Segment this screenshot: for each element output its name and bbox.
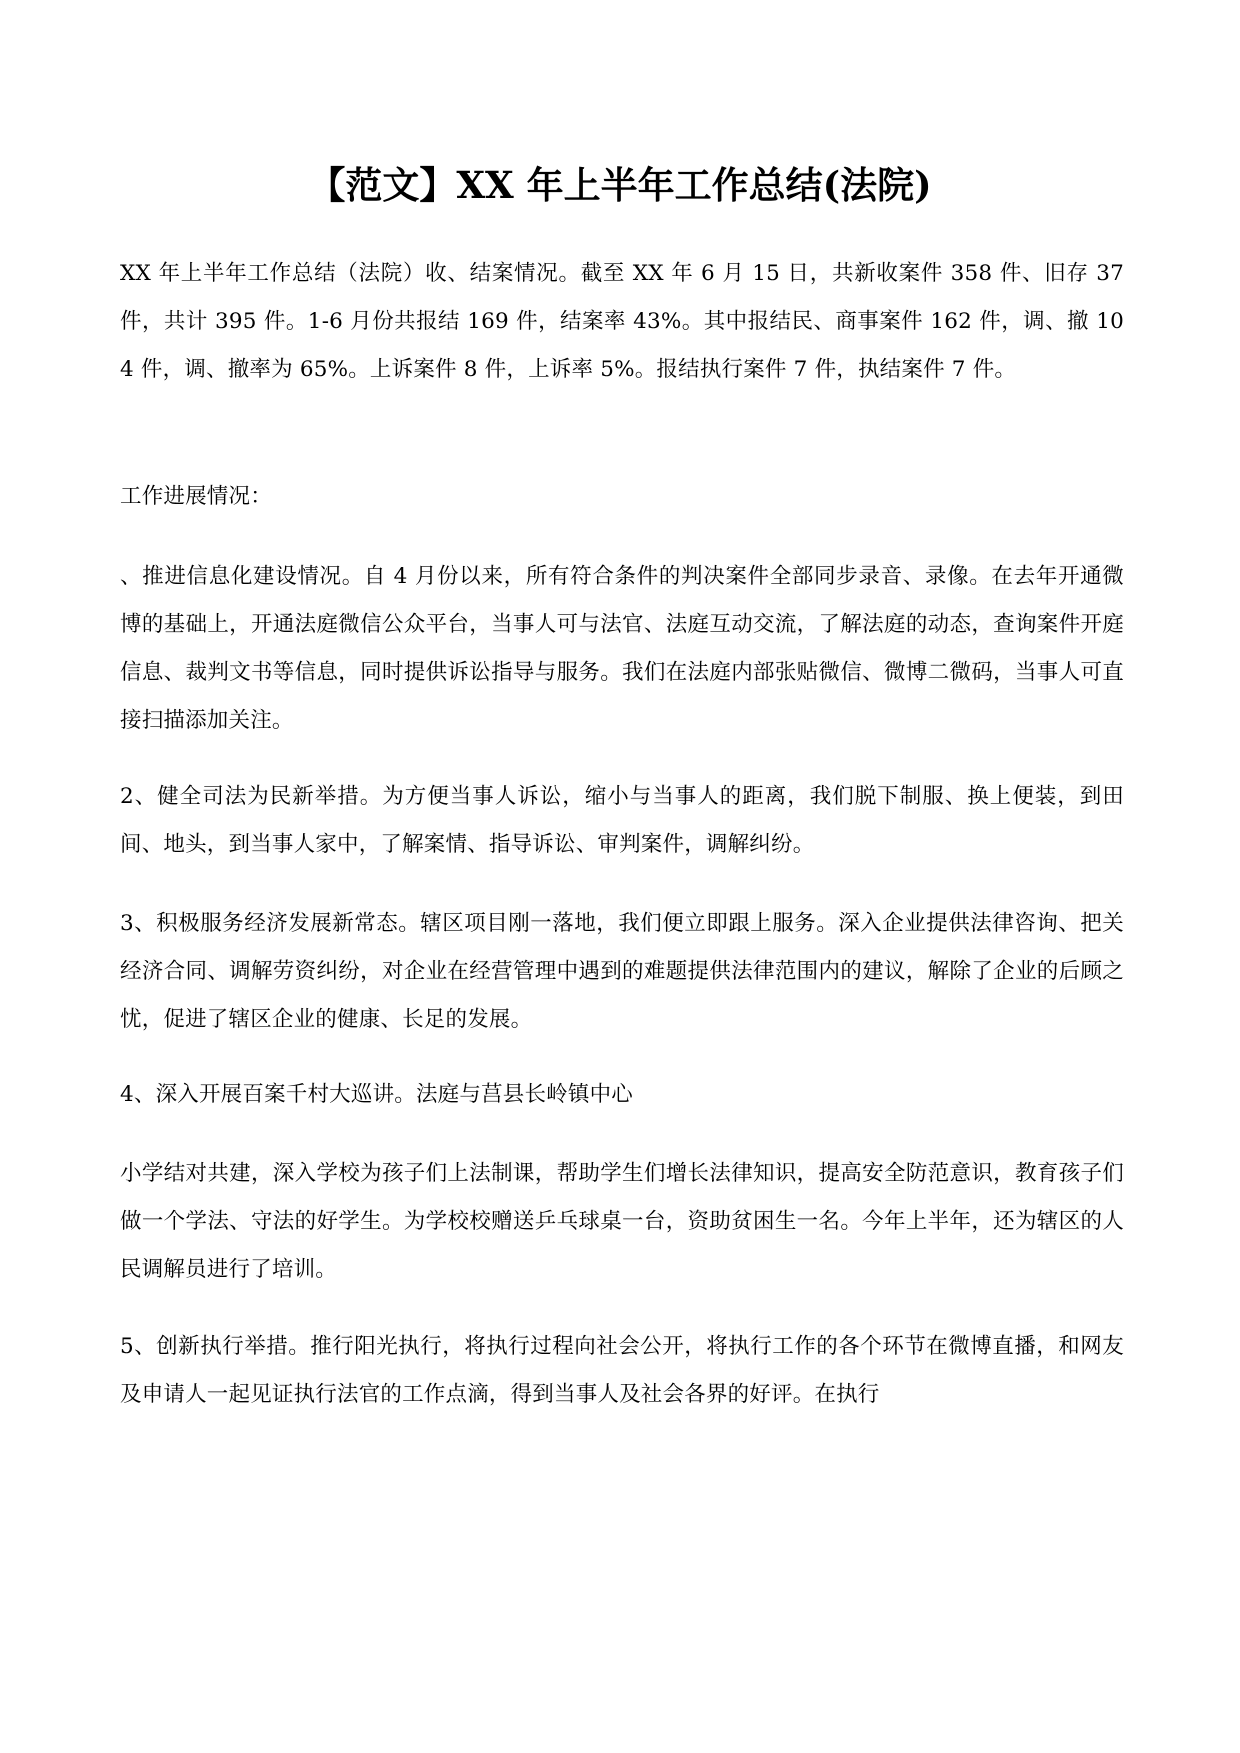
paragraph-economic-service: 3、积极服务经济发展新常态。辖区项目刚一落地，我们便立即跟上服务。深入企业提供法律咨询、把关经济合同、调解劳资纠纷，对企业在经营管理中遇到的难题提供法律范围内的建议，解除了企业的后顾之忧，促进了辖区企业的健康、长足的发展。 [120, 911, 1124, 1032]
paragraph-progress-heading: 工作进展情况： [120, 484, 272, 509]
paragraph-school-partnership: 小学结对共建，深入学校为孩子们上法制课，帮助学生们增长法律知识，提高安全防范意识，教育孩子们做一个学法、守法的好学生。为学校校赠送乒乓球桌一台，资助贫困生一名。今年上半年，还为辖区的人民调解员进行了培训。 [120, 1161, 1124, 1282]
document-title: 【范文】XX 年上半年工作总结(法院) [308, 163, 932, 207]
paragraph-execution-innovation: 5、创新执行举措。推行阳光执行，将执行过程向社会公开，将执行工作的各个环节在微博直播，和网友及申请人一起见证执行法官的工作点滴，得到当事人及社会各界的好评。在执行 [120, 1334, 1124, 1407]
paragraph-village-tour: 4、深入开展百案千村大巡讲。法庭与莒县长岭镇中心 [120, 1082, 633, 1107]
paragraph-justice-for-people: 2、健全司法为民新举措。为方便当事人诉讼，缩小与当事人的距离，我们脱下制服、换上便装，到田间、地头，到当事人家中，了解案情、指导诉讼、审判案件，调解纠纷。 [120, 784, 1124, 857]
paragraph-case-statistics: XX 年上半年工作总结（法院）收、结案情况。截至 XX 年 6 月 15 日，共新收案件 358 件、旧存 37 件，共计 395 件。1-6 月份共报结 169 件，结案率 43%。其中报结民、商事案件 162 件，调、撤 104 件，调、撤率为 65%。上诉案件 8 件，上诉率 5%。报结执行案件 7 件，执结案件 7 件。 [120, 261, 1124, 382]
paragraph-informatization: 、推进信息化建设情况。自 4 月份以来，所有符合条件的判决案件全部同步录音、录像。在去年开通微博的基础上，开通法庭微信公众平台，当事人可与法官、法庭互动交流，了解法庭的动态，查询案件开庭信息、裁判文书等信息，同时提供诉讼指导与服务。我们在法庭内部张贴微信、微博二微码，当事人可直接扫描添加关注。 [120, 564, 1124, 733]
